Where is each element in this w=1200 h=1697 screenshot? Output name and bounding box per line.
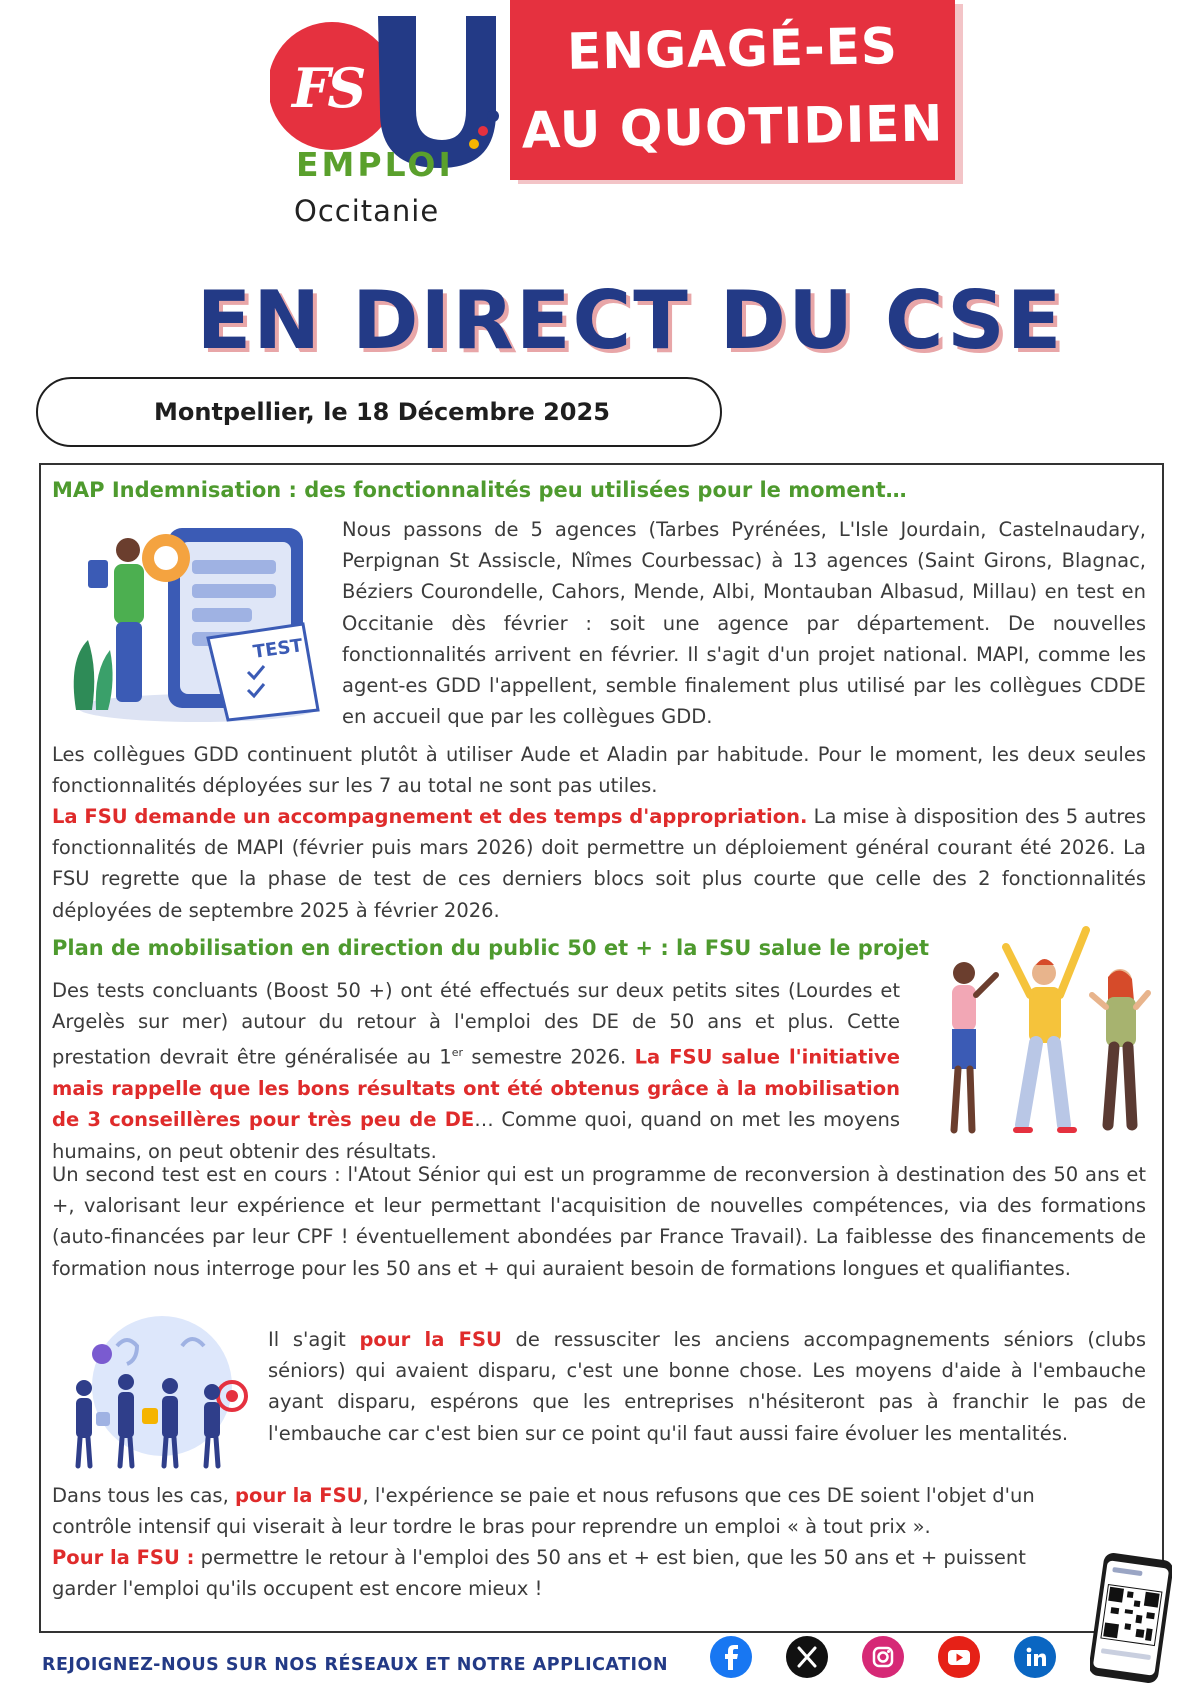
linkedin-icon[interactable] bbox=[1014, 1636, 1056, 1678]
section2-heading: Plan de mobilisation en direction du public 50 et + : la FSU salue le projet bbox=[52, 936, 929, 960]
slogan-banner bbox=[510, 0, 955, 180]
test-checklist-illustration bbox=[58, 520, 323, 729]
logo-fs-text: FS bbox=[292, 56, 364, 120]
section1-para1: Nous passons de 5 agences (Tarbes Pyrénées, L'Isle Jourdain, Castelnaudary, Perpignan St Assiscle, Nîmes Courbessac) à 13 agences (Saint Girons, Blagnac, Béziers Courondelle, Cahors, Mende, Albi, Montauban Albasud, Millau) en test en Occitanie dès février : soit une agence par département. De nouvelles fonctionnalités arrivent en février. Il s'agit d'un projet national. MAPI, comme les agent-es GDD l'appellent, semble finalement plus utilisé par les collègues CDDE en accueil que par les collègues GDD. bbox=[342, 518, 1146, 729]
section1-para3-rest: La mise à disposition des 5 autres fonctionnalités de MAPI (février puis mars 2026) doit permettre un déploiement général courant été 2026. La FSU regrette que la phase de test de ces derniers blocs soit plus courte que celle des 2 fonctionnalités déployées de septembre 2025 à février 2026. bbox=[52, 805, 1147, 922]
celebrating-people-icon bbox=[926, 925, 1161, 1140]
section2-para1-highlight: La FSU salue l'initiative mais rappelle que les bons résultats ont été obtenus grâce à la mobilisation de 3 conseillères pour très peu de DE bbox=[52, 1045, 900, 1132]
fsu-emploi-logo bbox=[270, 8, 510, 228]
section2-para3-b: de ressusciter les anciens accompagnements séniors (clubs séniors) qui avaient disparu, c'est une bonne chose. Les moyens d'aide à l'embauche ayant disparu, espérons que les entreprises n'hésiteront pas à franchir le pas de l'embauche car c'est bien sur ce point qu'il faut aussi faire évoluer les mentalités. bbox=[268, 1328, 1146, 1445]
banner-line-2: AU QUOTIDIEN bbox=[521, 94, 944, 160]
qr-code-phone-icon[interactable] bbox=[1090, 1552, 1172, 1688]
instagram-icon[interactable] bbox=[862, 1636, 904, 1678]
footer-cta: REJOIGNEZ-NOUS SUR NOS RÉSEAUX ET NOTRE APPLICATION bbox=[42, 1655, 669, 1675]
banner-line-1: ENGAGÉ-ES bbox=[566, 17, 899, 81]
section1-heading: MAP Indemnisation : des fonctionnalités peu utilisées pour le moment… bbox=[52, 478, 907, 502]
section2-para1-a: Des tests concluants (Boost 50 +) ont été effectués sur deux petits sites (Lourdes et Argelès sur mer) autour du retour à l'emploi des DE de 50 ans et plus. Cette prestation devrait être généralisée au 1 bbox=[52, 979, 900, 1069]
team-puzzle-illustration bbox=[62, 1316, 262, 1480]
section2-para3-a: Il s'agit bbox=[268, 1328, 360, 1351]
logo-region-text: Occitanie bbox=[294, 194, 440, 228]
test-label: TEST bbox=[251, 635, 305, 663]
page-title: EN DIRECT DU CSE bbox=[196, 274, 1064, 367]
section2-para4-highlight: pour la FSU bbox=[234, 1484, 363, 1507]
section2-para1-b: semestre 2026. bbox=[463, 1045, 635, 1069]
section2-para4-a: Dans tous les cas, bbox=[52, 1484, 235, 1507]
celebrating-people-illustration bbox=[926, 925, 1161, 1144]
section2-para5-highlight: Pour la FSU : bbox=[52, 1546, 195, 1569]
section2-para5-b: permettre le retour à l'emploi des 50 ans et + est bien, que les 50 ans et + puissent garder l'emploi qu'ils occupent est encore mieux ! bbox=[52, 1546, 1026, 1601]
section2-para3-highlight: pour la FSU bbox=[359, 1328, 502, 1351]
test-checklist-icon bbox=[58, 520, 323, 725]
section2-para1-sup: er bbox=[451, 1046, 464, 1060]
section2-para3 bbox=[268, 1324, 1146, 1449]
date-text: Montpellier, le 18 Décembre 2025 bbox=[154, 398, 610, 426]
section2-para1-c: … Comme quoi, quand on met les moyens humains, on peut obtenir des résultats. bbox=[52, 1108, 900, 1163]
section1-para2: Les collègues GDD continuent plutôt à utiliser Aude et Aladin par habitude. Pour le moment, les deux seules fonctionnalités déployées sur les 7 au total ne sont pas utiles. bbox=[52, 743, 1146, 798]
logo-emploi-text: EMPLOI bbox=[296, 145, 454, 184]
section2-para1 bbox=[52, 975, 900, 1167]
facebook-icon[interactable] bbox=[710, 1636, 752, 1678]
date-pill bbox=[36, 377, 722, 447]
section1-para3 bbox=[52, 801, 1146, 926]
team-puzzle-icon bbox=[62, 1316, 262, 1476]
x-icon[interactable] bbox=[786, 1636, 828, 1678]
section2-para4 bbox=[52, 1480, 1092, 1542]
section2-para5 bbox=[52, 1542, 1092, 1604]
section2-para2: Un second test est en cours : l'Atout Sénior qui est un programme de reconversion à destination des 50 ans et +, valorisant leur expérience et leur permettant l'acquisition de nouvelles compétences, via des formations (auto-financées par leur CPF ! éventuellement abondées par France Travail). La faiblesse des financements de formation nous interroge pour les 50 ans et + qui auraient besoin de formations longues et qualifiantes. bbox=[52, 1163, 1146, 1280]
youtube-icon[interactable] bbox=[938, 1636, 980, 1678]
section2-para4-b: , l'expérience se paie et nous refusons que ces DE soient l'objet d'un contrôle intensif qui viserait à leur tordre le bras pour reprendre un emploi « à tout prix ». bbox=[52, 1484, 1035, 1539]
section1-para3-highlight: La FSU demande un accompagnement et des temps d'appropriation. bbox=[52, 805, 808, 828]
